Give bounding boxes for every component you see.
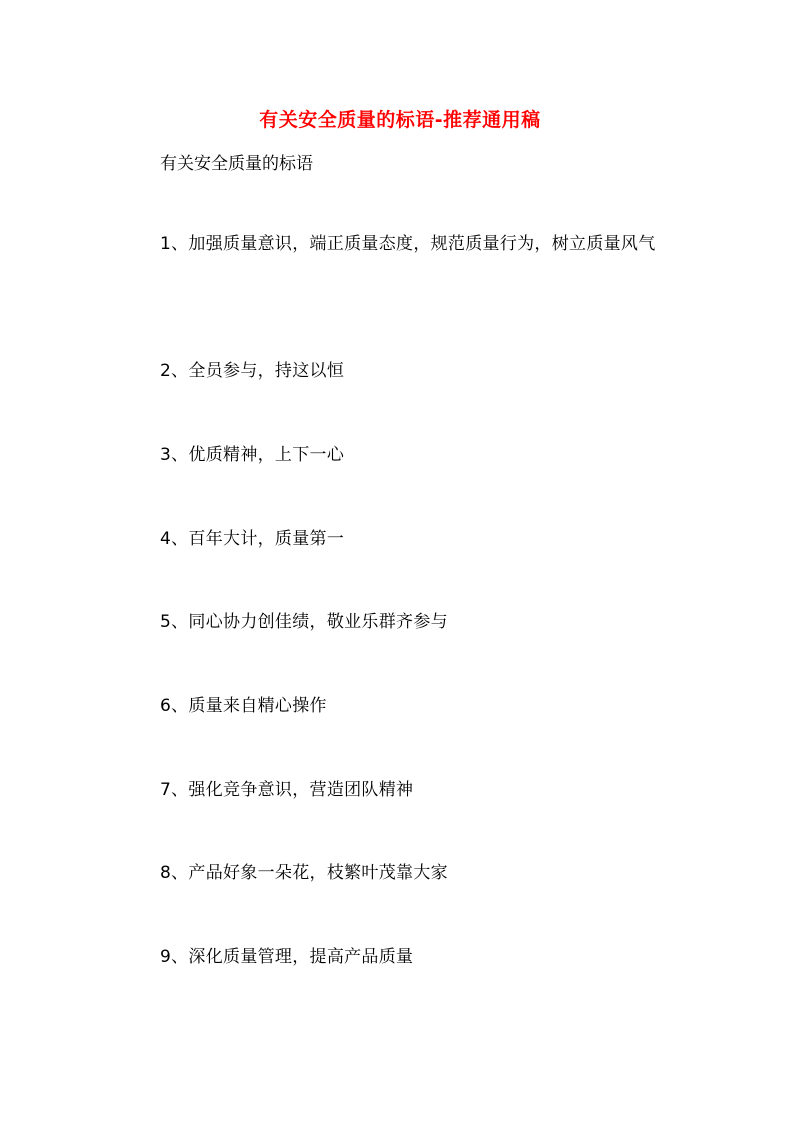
list-item: 1、加强质量意识，端正质量态度，规范质量行为，树立质量风气 xyxy=(160,234,656,254)
list-item: 8、产品好象一朵花，枝繁叶茂靠大家 xyxy=(160,863,448,883)
list-item: 2、全员参与，持这以恒 xyxy=(160,361,345,381)
list-item: 5、同心协力创佳绩，敬业乐群齐参与 xyxy=(160,612,448,632)
list-item: 4、百年大计，质量第一 xyxy=(160,529,345,549)
list-item: 6、质量来自精心操作 xyxy=(160,696,327,716)
list-item: 9、深化质量管理，提高产品质量 xyxy=(160,947,414,967)
document-title: 有关安全质量的标语-推荐通用稿 xyxy=(259,109,541,131)
list-item: 3、优质精神，上下一心 xyxy=(160,445,345,465)
list-item: 7、强化竞争意识，营造团队精神 xyxy=(160,780,414,800)
document-subtitle: 有关安全质量的标语 xyxy=(160,154,313,174)
